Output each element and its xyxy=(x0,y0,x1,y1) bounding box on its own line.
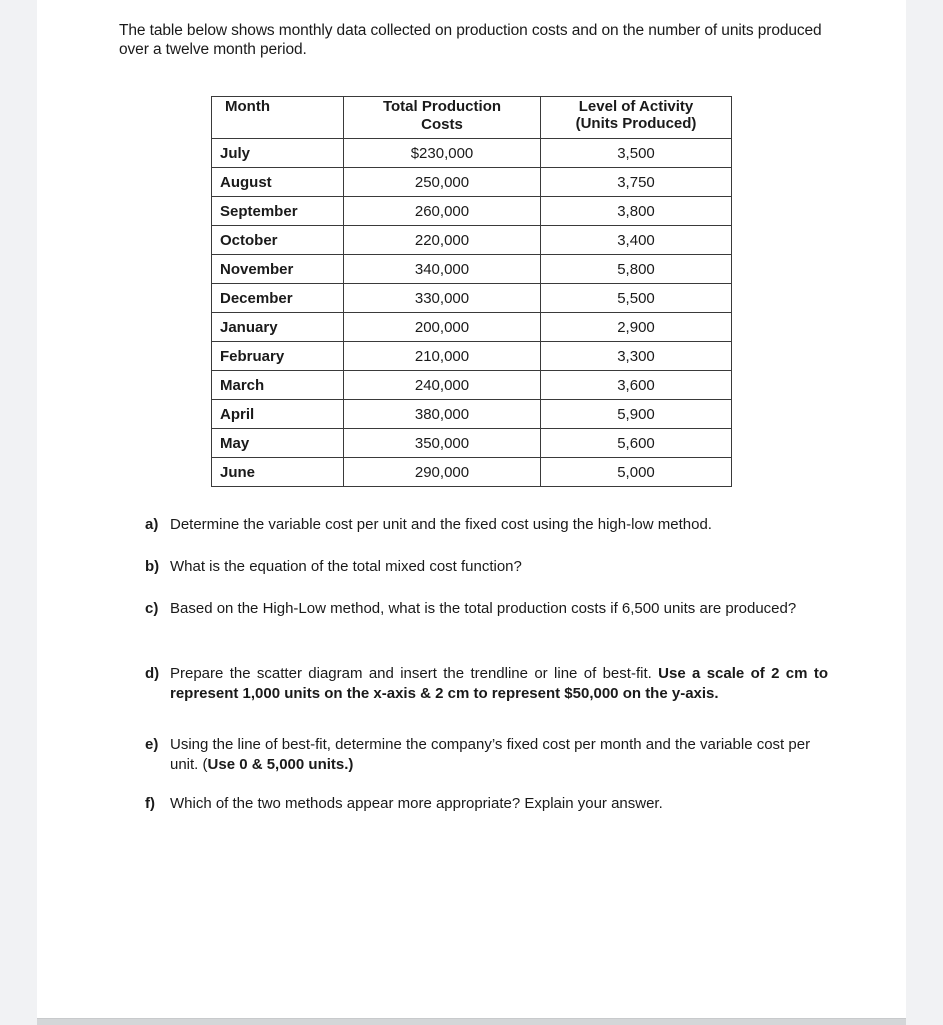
cost-cell: 330,000 xyxy=(344,284,541,313)
units-cell: 3,400 xyxy=(541,226,732,255)
question-text xyxy=(170,515,828,535)
units-cell: 3,750 xyxy=(541,168,732,197)
month-cell: February xyxy=(212,342,344,371)
header-total-production-costs xyxy=(344,97,541,139)
table-row xyxy=(212,342,732,371)
header-month: Month xyxy=(212,97,344,139)
header-units-line2: (Units Produced) xyxy=(575,115,697,132)
table-row xyxy=(212,197,732,226)
units-cell: 5,500 xyxy=(541,284,732,313)
cost-cell: 290,000 xyxy=(344,458,541,487)
units-cell: 5,900 xyxy=(541,400,732,429)
table-row xyxy=(212,226,732,255)
cost-cell: 340,000 xyxy=(344,255,541,284)
question-d xyxy=(145,664,828,704)
cost-cell: 350,000 xyxy=(344,429,541,458)
question-b xyxy=(145,557,828,577)
cost-cell: $230,000 xyxy=(344,139,541,168)
cost-cell: 210,000 xyxy=(344,342,541,371)
question-label: e) xyxy=(145,736,159,753)
month-cell: September xyxy=(212,197,344,226)
question-text-bold: Use 0 & 5,000 units.) xyxy=(207,756,354,773)
month-cell: January xyxy=(212,313,344,342)
cost-cell: 380,000 xyxy=(344,400,541,429)
question-f xyxy=(145,794,828,814)
table-row xyxy=(212,168,732,197)
units-cell: 5,000 xyxy=(541,458,732,487)
table-row xyxy=(212,255,732,284)
question-a xyxy=(145,515,828,535)
units-cell: 3,600 xyxy=(541,371,732,400)
question-text xyxy=(170,794,828,814)
month-cell: July xyxy=(212,139,344,168)
table-row xyxy=(212,429,732,458)
question-text-plain: Which of the two methods appear more appropriate? Explain your answer. xyxy=(170,795,663,812)
header-units-line1: Level of Activity xyxy=(578,98,694,115)
question-text-plain: Prepare the scatter diagram and insert the trendline or line of best-fit. xyxy=(170,665,659,682)
units-cell: 2,900 xyxy=(541,313,732,342)
cost-cell: 240,000 xyxy=(344,371,541,400)
month-cell: October xyxy=(212,226,344,255)
question-label: b) xyxy=(145,558,160,575)
table-row xyxy=(212,458,732,487)
question-label: c) xyxy=(145,600,159,617)
units-cell: 5,800 xyxy=(541,255,732,284)
question-label: d) xyxy=(145,665,160,682)
header-level-of-activity xyxy=(541,97,732,139)
question-text-plain: Using the line of best-fit, determine the company’s fixed cost per month and the variable cost per unit. ( xyxy=(170,736,811,773)
production-data-table xyxy=(211,96,732,487)
table-header-row xyxy=(212,97,732,139)
month-cell: November xyxy=(212,255,344,284)
cost-cell: 250,000 xyxy=(344,168,541,197)
units-cell: 3,800 xyxy=(541,197,732,226)
question-text xyxy=(170,735,828,775)
table-row xyxy=(212,400,732,429)
month-cell: August xyxy=(212,168,344,197)
month-cell: December xyxy=(212,284,344,313)
question-text-bold: Use a scale of 2 cm to represent 1,000 units on the x-axis & 2 cm to represent $50,000 on the y-axis. xyxy=(170,665,828,702)
intro-paragraph: The table below shows monthly data collected on production costs and on the number of units produced over a twelve month period. xyxy=(119,22,822,58)
table-row xyxy=(212,371,732,400)
question-text-plain: Determine the variable cost per unit and the fixed cost using the high-low method. xyxy=(170,516,712,533)
table-row xyxy=(212,313,732,342)
units-cell: 5,600 xyxy=(541,429,732,458)
cost-cell: 220,000 xyxy=(344,226,541,255)
question-text-plain: Based on the High-Low method, what is the total production costs if 6,500 units are produced? xyxy=(170,600,797,617)
month-cell: May xyxy=(212,429,344,458)
question-label: a) xyxy=(145,516,159,533)
table-row xyxy=(212,139,732,168)
question-text xyxy=(170,557,828,577)
question-e xyxy=(145,735,828,775)
units-cell: 3,300 xyxy=(541,342,732,371)
header-cost-label: Total Production Costs xyxy=(382,98,502,133)
cost-cell: 200,000 xyxy=(344,313,541,342)
cost-cell: 260,000 xyxy=(344,197,541,226)
question-text-plain: What is the equation of the total mixed cost function? xyxy=(170,558,522,575)
month-cell: June xyxy=(212,458,344,487)
question-label: f) xyxy=(145,795,155,812)
question-c xyxy=(145,599,828,619)
question-text xyxy=(170,664,828,704)
month-cell: April xyxy=(212,400,344,429)
table-row xyxy=(212,284,732,313)
units-cell: 3,500 xyxy=(541,139,732,168)
question-text xyxy=(170,599,828,619)
month-cell: March xyxy=(212,371,344,400)
